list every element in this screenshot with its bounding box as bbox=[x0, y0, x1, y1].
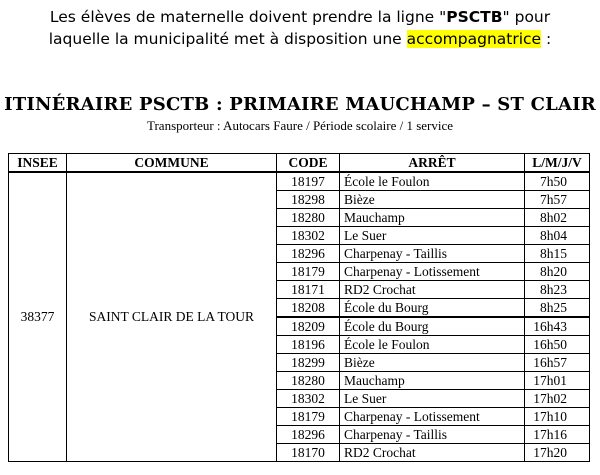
stop-cell: RD2 Crochat bbox=[340, 281, 525, 299]
code-cell: 18299 bbox=[277, 354, 340, 372]
time-cell: 8h23 bbox=[525, 281, 590, 299]
time-cell: 8h20 bbox=[525, 263, 590, 281]
intro-text: : bbox=[541, 30, 552, 48]
stop-cell: Charpenay - Taillis bbox=[340, 426, 525, 444]
code-cell: 18209 bbox=[277, 317, 340, 336]
code-cell: 18298 bbox=[277, 191, 340, 209]
itinerary-subtitle: Transporteur : Autocars Faure / Période scolaire / 1 service bbox=[146, 118, 454, 133]
time-cell: 7h50 bbox=[525, 172, 590, 191]
time-cell: 8h04 bbox=[525, 227, 590, 245]
code-cell: 18302 bbox=[277, 227, 340, 245]
intro-text: " pour bbox=[502, 8, 551, 26]
code-cell: 18197 bbox=[277, 172, 340, 191]
stop-cell: École le Foulon bbox=[340, 336, 525, 354]
time-cell: 16h43 bbox=[525, 317, 590, 336]
code-cell: 18171 bbox=[277, 281, 340, 299]
table-row bbox=[9, 172, 590, 191]
line-name: PSCTB bbox=[446, 8, 503, 26]
stop-cell: RD2 Crochat bbox=[340, 444, 525, 462]
code-cell: 18196 bbox=[277, 336, 340, 354]
time-cell: 17h16 bbox=[525, 426, 590, 444]
header-code: CODE bbox=[277, 154, 340, 173]
code-cell: 18296 bbox=[277, 426, 340, 444]
code-cell: 18302 bbox=[277, 390, 340, 408]
time-cell: 8h02 bbox=[525, 209, 590, 227]
time-cell: 17h02 bbox=[525, 390, 590, 408]
stop-cell: Mauchamp bbox=[340, 372, 525, 390]
stop-cell: Bièze bbox=[340, 354, 525, 372]
table-header-row bbox=[9, 154, 590, 173]
header-commune: COMMUNE bbox=[67, 154, 277, 173]
highlighted-word: accompagnatrice bbox=[406, 30, 542, 48]
stop-cell: Bièze bbox=[340, 191, 525, 209]
commune-cell: SAINT CLAIR DE LA TOUR bbox=[67, 172, 277, 462]
stop-cell: École du Bourg bbox=[340, 317, 525, 336]
code-cell: 18280 bbox=[277, 209, 340, 227]
code-cell: 18208 bbox=[277, 299, 340, 318]
table-body bbox=[9, 172, 590, 462]
stop-cell: Charpenay - Lotissement bbox=[340, 263, 525, 281]
stop-cell: École du Bourg bbox=[340, 299, 525, 318]
intro-text: laquelle la municipalité met à disposition une bbox=[48, 30, 407, 48]
time-cell: 17h01 bbox=[525, 372, 590, 390]
stop-cell: Charpenay - Lotissement bbox=[340, 408, 525, 426]
stop-cell: Le Suer bbox=[340, 390, 525, 408]
code-cell: 18179 bbox=[277, 263, 340, 281]
code-cell: 18280 bbox=[277, 372, 340, 390]
insee-cell: 38377 bbox=[9, 172, 67, 462]
header-insee: INSEE bbox=[9, 154, 67, 173]
code-cell: 18179 bbox=[277, 408, 340, 426]
intro-paragraph bbox=[0, 6, 600, 50]
time-cell: 16h57 bbox=[525, 354, 590, 372]
stop-cell: École le Foulon bbox=[340, 172, 525, 191]
time-cell: 7h57 bbox=[525, 191, 590, 209]
code-cell: 18170 bbox=[277, 444, 340, 462]
time-cell: 8h25 bbox=[525, 299, 590, 318]
intro-line-1 bbox=[0, 6, 600, 28]
header-arret: ARRÊT bbox=[340, 154, 525, 173]
stop-cell: Mauchamp bbox=[340, 209, 525, 227]
code-cell: 18296 bbox=[277, 245, 340, 263]
time-cell: 17h20 bbox=[525, 444, 590, 462]
intro-text: Les élèves de maternelle doivent prendre la ligne " bbox=[49, 8, 447, 26]
stop-cell: Le Suer bbox=[340, 227, 525, 245]
itinerary-title: ITINÉRAIRE PSCTB : PRIMAIRE MAUCHAMP – ST CLAIR bbox=[4, 94, 596, 115]
stop-cell: Charpenay - Taillis bbox=[340, 245, 525, 263]
time-cell: 16h50 bbox=[525, 336, 590, 354]
header-days: L/M/J/V bbox=[525, 154, 590, 173]
time-cell: 17h10 bbox=[525, 408, 590, 426]
intro-line-2 bbox=[0, 28, 600, 50]
schedule-table bbox=[8, 153, 590, 462]
time-cell: 8h15 bbox=[525, 245, 590, 263]
